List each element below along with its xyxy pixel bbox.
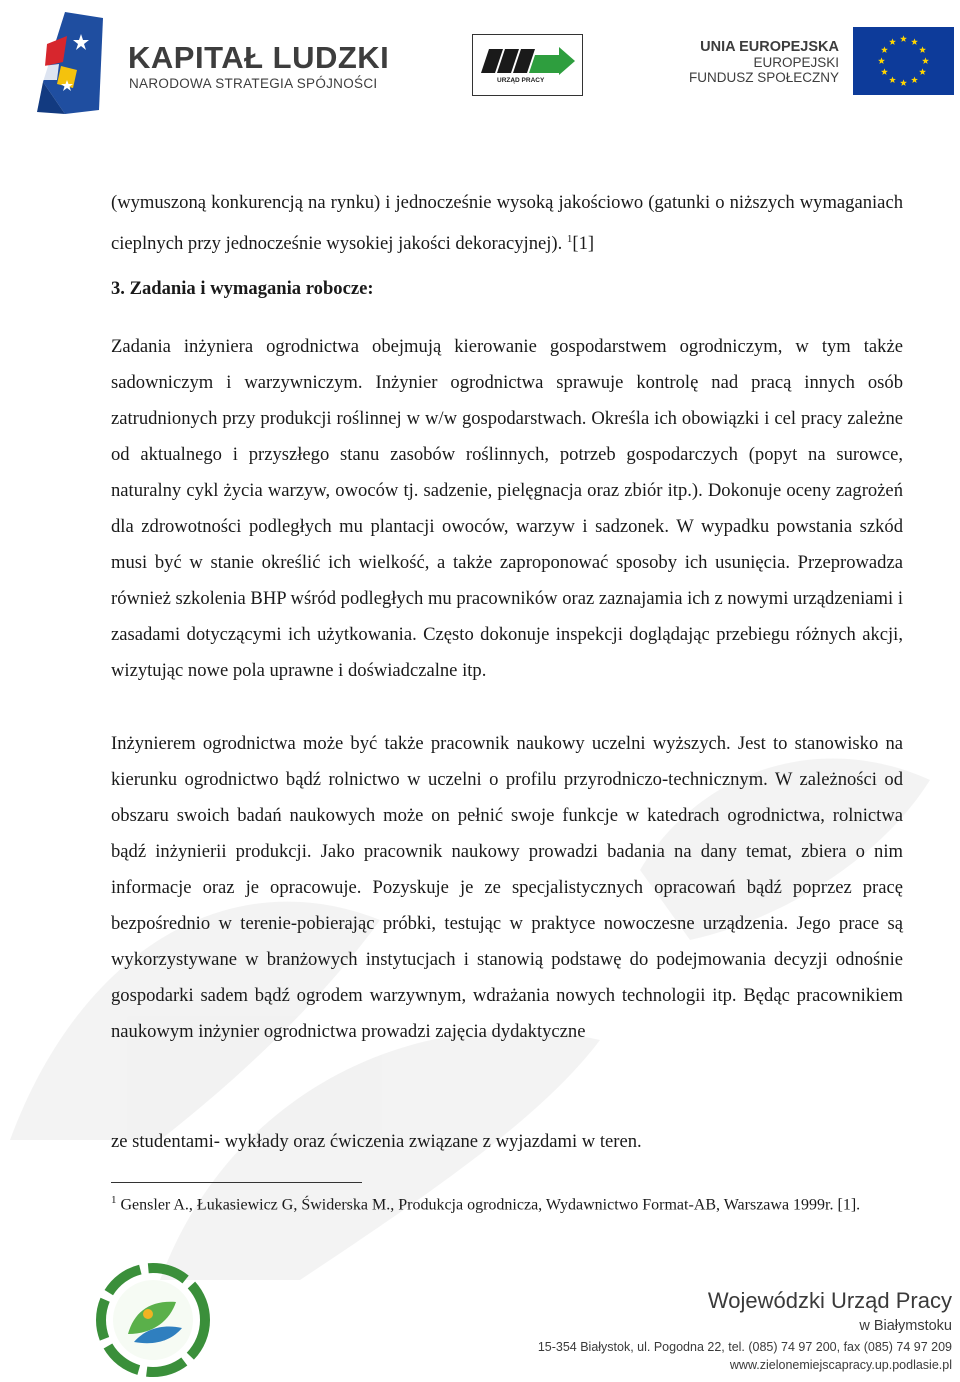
citation-reference[interactable]: [1] xyxy=(572,233,595,255)
eu-star-icon xyxy=(900,35,907,42)
eu-line-3: FUNDUSZ SPOŁECZNY xyxy=(688,70,839,85)
eu-star-icon xyxy=(881,46,888,53)
footnote-number: 1 xyxy=(111,1194,117,1206)
footnote-reference[interactable]: 1 xyxy=(566,233,573,245)
footnote-divider xyxy=(111,1182,362,1183)
urzad-pracy-arrow-icon xyxy=(481,43,575,77)
eu-star-icon xyxy=(889,76,896,83)
partnership-logo xyxy=(90,1262,216,1378)
eu-flag xyxy=(853,27,954,95)
urzad-pracy-logo xyxy=(472,34,583,96)
urzad-pracy-label: URZĄD PRACY xyxy=(497,77,545,84)
intro-paragraph xyxy=(111,185,903,262)
body-paragraph-1: Zadania inżyniera ogrodnictwa obejmują kierowanie gospodarstwem ogrodniczym, w tym także sadowniczym i warzywniczym. Inżynier ogrodnictwa sprawuje kontrolę nad pracą innych osób zatrudnionych przy produkcji roślinnej w w/w gospodarstwach. Określa ich obowiązki i cel pracy zależne od aktualnego i przyszłego stanu zasobów roślinnych, potrzeb gospodarczych (popyt na surowce, naturalny cykl życia warzyw, owoców tj. sadzenie, pielęgnacja oraz zbiór itp.). Dokonuje oceny zagrożeń dla zdrowotności podległych mu plantacji owoców, warzyw i sadzonek. W wypadku powstania szkód musi być w stanie określić ich wielkość, a także zaproponować sposoby ich usunięcia. Przeprowadza również szkolenia BHP wśród podległych mu pracowników oraz zaznajamia ich z nowymi urządzeniami i zasadami dotyczącymi ich użytkowania. Często dokonuje inspekcji doglądając przebiegu różnych akcji, wizytując nowe pola uprawne i doświadczalne itp. xyxy=(111,336,903,681)
kapital-ludzki-logo xyxy=(37,12,125,114)
body-paragraph-2: Inżynierem ogrodnictwa może być także pracownik naukowy uczelni wyższych. Jest to stanowisko na kierunku ogrodnictwo bądź rolnictwo w uczelni o profilu przyrodniczo-technicznym. W zależności od obszaru swoich badań naukowych może on pełnić swoje funkcje w katedrach ogrodnictwa, rolnictwa bądź inżynierii produkcji. Jako pracownik naukowy prowadzi badania na dany temat, zbiera o nim informacje oraz je opracowuje. Pozyskuje je ze specjalistycznych opracowań bądź poprzez pracę bezpośrednio w terenie-pobierając próbki, testując w praktyce nowoczesne urządzenia. Jego prace są wykorzystywane w branżowych instytucjach i stanowią podstawę do podejmowania decyzji odnośnie gospodarki sadem bądź ogrodem warzywnym, wdrażania nowych technologii itp. Będąc pracownikiem naukowym inżynier ogrodnictwa prowadzi zajęcia dydaktyczne xyxy=(111,733,903,1042)
body-paragraph-3: ze studentami- wykłady oraz ćwiczenia związane z wyjazdami w teren. xyxy=(111,1131,642,1152)
eu-star-icon xyxy=(922,57,929,64)
eu-star-icon xyxy=(878,57,885,64)
page-header xyxy=(0,0,960,140)
footnote-text: Gensler A., Łukasiewicz G, Świderska M., Produkcja ogrodnicza, Wydawnictwo Format-AB, Warszawa 1999r. [1]. xyxy=(120,1196,861,1214)
eu-star-icon xyxy=(881,68,888,75)
eu-star-icon xyxy=(911,38,918,45)
kapital-ludzki-title: KAPITAŁ LUDZKI xyxy=(128,40,390,75)
kapital-ludzki-subtitle: NARODOWA STRATEGIA SPÓJNOŚCI xyxy=(129,76,378,91)
office-website[interactable]: www.zielonemiejscapracy.up.podlasie.pl xyxy=(729,1358,952,1372)
eu-line-1: UNIA EUROPEJSKA xyxy=(700,39,839,55)
eu-star-icon xyxy=(919,46,926,53)
eu-line-2: EUROPEJSKI xyxy=(753,55,839,70)
office-city: w Białymstoku xyxy=(859,1318,952,1334)
section-heading: 3. Zadania i wymagania robocze: xyxy=(111,278,374,299)
footnote xyxy=(111,1190,911,1215)
eu-star-icon xyxy=(911,76,918,83)
office-name: Wojewódzki Urząd Pracy xyxy=(707,1288,952,1313)
eu-star-icon xyxy=(889,38,896,45)
eu-star-icon xyxy=(900,79,907,86)
intro-text: (wymuszoną konkurencją na rynku) i jednocześnie wysoką jakościowo (gatunki o niższych wymaganiach cieplnych przy jednocześnie wysokiej jakości dekoracyjnej). xyxy=(111,192,903,255)
eu-star-icon xyxy=(919,68,926,75)
eu-stars-icon xyxy=(853,27,954,95)
office-address: 15-354 Białystok, ul. Pogodna 22, tel. (085) 74 97 200, fax (085) 74 97 209 xyxy=(537,1340,952,1354)
